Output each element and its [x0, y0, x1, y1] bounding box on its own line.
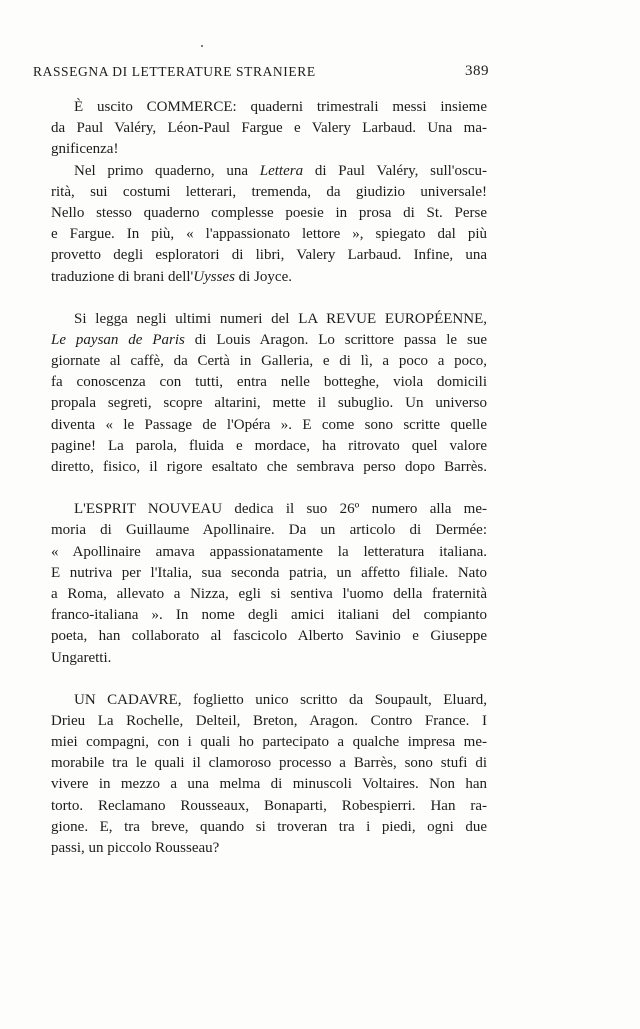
- text-line: da Paul Valéry, Léon-Paul Fargue e Valery Larbaud. Una ma-: [51, 120, 487, 137]
- text-line: poeta, han collaborato al fascicolo Alberto Savinio e Giuseppe: [51, 628, 487, 645]
- text-line: morabile tra le quali il clamoroso processo a Barrès, sono stufi di: [51, 755, 487, 772]
- text-line: diventa « le Passage de l'Opéra ». E come sono scritte quelle: [51, 416, 487, 433]
- text-line: moria di Guillaume Apollinaire. Da un articolo di Dermée:: [51, 522, 487, 539]
- text-line: gione. E, tra breve, quando si troveran tra i piedi, ogni due: [51, 818, 487, 835]
- paragraph-revue-europeenne: [51, 309, 487, 479]
- text-line: È uscito COMMERCE: quaderni trimestrali messi insieme: [74, 99, 487, 115]
- text-line: diretto, fisico, il rigore esaltato che sembrava perso dopo Barrès.: [51, 459, 487, 475]
- text-line: traduzione di brani dell'Uysses di Joyce.: [51, 268, 292, 285]
- text-line: Nel primo quaderno, una Lettera di Paul Valéry, sull'oscu-: [74, 162, 487, 179]
- text-line: gnificenza!: [51, 141, 119, 158]
- body-text: [51, 97, 487, 859]
- text-line: E nutriva per l'Italia, sua seconda patria, un affetto filiale. Nato: [51, 564, 487, 581]
- paragraph-gap: [51, 288, 487, 309]
- text-line: e Fargue. In più, « l'appassionato lettore », spiegato dal più: [51, 226, 487, 243]
- text-line: giornate al caffè, da Certà in Galleria, e di lì, a poco a poco,: [51, 353, 487, 370]
- text-line: franco-italiana ». In nome degli amici italiani del compianto: [51, 607, 487, 624]
- text-line: L'ESPRIT NOUVEAU dedica il suo 26º numero alla me-: [74, 501, 487, 518]
- paragraph-gap: [51, 478, 487, 499]
- text-line: rità, sui costumi letterari, tremenda, da giudizio universale!: [51, 183, 487, 200]
- paragraph-gap: [51, 669, 487, 690]
- text-line: pagine! La parola, fluida e mordace, ha ritrovato quel valore: [51, 437, 487, 454]
- paragraph-commerce: [51, 97, 487, 161]
- page-header: [33, 64, 489, 84]
- text-line: a Roma, allevato a Nizza, egli si sentiva l'uomo della fraternità: [51, 585, 487, 602]
- text-line: fa conoscenza con tutti, entra nelle botteghe, viola domicili: [51, 374, 487, 391]
- page-number: 389: [465, 63, 489, 79]
- text-line: provetto degli esploratori di libri, Valery Larbaud. Infine, una: [51, 247, 487, 264]
- running-head: RASSEGNA DI LETTERATURE STRANIERE: [33, 64, 316, 79]
- text-line: vivere in mezzo a una melma di minuscoli Voltaires. Non han: [51, 776, 487, 793]
- text-line: torto. Reclamano Rousseaux, Bonaparti, Robespierri. Han ra-: [51, 797, 487, 814]
- text-line: Ungaretti.: [51, 649, 112, 666]
- paragraph-esprit-nouveau: [51, 499, 487, 669]
- text-line: Si legga negli ultimi numeri del LA REVUE EUROPÉENNE,: [74, 310, 487, 327]
- text-line: Le paysan de Paris di Louis Aragon. Lo scrittore passa le sue: [51, 331, 487, 348]
- text-line: propala segreti, scopre altarini, mette il subuglio. Un universo: [51, 395, 487, 412]
- paragraph-primo-quaderno: [51, 161, 487, 288]
- text-line: Drieu La Rochelle, Delteil, Breton, Aragon. Contro France. I: [51, 712, 487, 729]
- ink-speck: [201, 45, 203, 47]
- text-line: Nello stesso quaderno complesse poesie in prosa di St. Perse: [51, 204, 487, 221]
- text-line: UN CADAVRE, foglietto unico scritto da Soupault, Eluard,: [74, 691, 487, 708]
- text-line: miei compagni, con i quali ho partecipato a qualche impresa me-: [51, 734, 487, 751]
- text-line: passi, un piccolo Rousseau?: [51, 840, 220, 856]
- paragraph-un-cadavre: [51, 690, 487, 860]
- text-line: « Apollinaire amava appassionatamente la letteratura italiana.: [51, 543, 487, 560]
